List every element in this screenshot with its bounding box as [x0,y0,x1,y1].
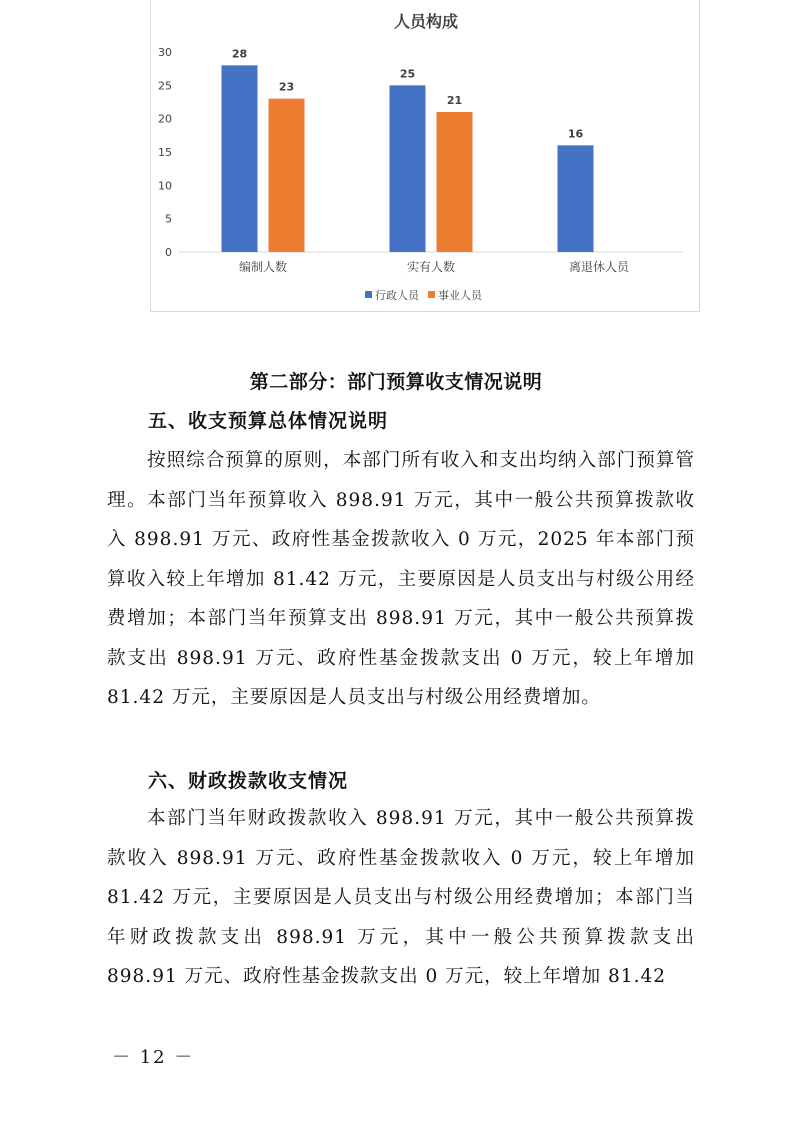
bar [558,145,594,252]
bar-value-label: 21 [446,94,463,107]
category-label: 实有人数 [406,260,456,274]
bar-value-label: 28 [231,47,248,61]
bar [437,112,473,252]
chart-legend [365,288,483,302]
legend-label: 事业人员 [438,289,482,302]
bar [269,99,305,252]
bar-series [222,65,594,252]
y-tick-label: 10 [158,179,172,193]
y-tick-label: 0 [165,246,172,259]
bar [390,85,426,252]
page-number: － 12 － [112,1047,195,1068]
heading-budget-overview: 五、收支预算总体情况说明 [148,410,389,432]
bar [222,65,258,252]
paragraph-budget-overview: 按照综合预算的原则，本部门所有收入和支出均纳入部门预算管理。本部门当年预算收入 898.91 万元，其中一般公共预算拨款收入 898.91 万元、政府性基金拨款收入 0 万元，2025 年本部门预算收入较上年增加 81.42 万元，主要原因是人员支出与村级公用经费增加；本部门当年预算支出 898.91 万元，其中一般公共预算拨款支出 898.91 万元、政府性基金拨款支出 0 万元，较上年增加 81.42 万元，主要原因是人员支出与村级公用经费增加。 [107,450,695,708]
heading-fiscal-appropriation: 六、财政拨款收支情况 [148,770,349,792]
y-tick-label: 30 [158,46,172,59]
y-tick-label: 15 [158,146,172,159]
category-label: 离退休人员 [568,260,630,274]
category-labels [239,259,630,274]
legend-swatch [428,291,435,298]
y-tick-label: 5 [165,212,172,226]
paragraph-fiscal-appropriation: 本部门当年财政拨款收入 898.91 万元，其中一般公共预算拨款收入 898.91 万元、政府性基金拨款收入 0 万元，较上年增加 81.42 万元，主要原因是人员支出与村级公用经费增加；本部门当年财政拨款支出 898.91 万元，其中一般公共预算拨款支出 898.91 万元、政府性基金拨款支出 0 万元，较上年增加 81.42 [107,808,695,987]
bar-value-label: 16 [567,127,584,141]
category-label: 编制人数 [238,260,288,274]
bar-value-label: 23 [278,80,295,94]
bar-value-label: 25 [399,67,416,81]
legend-label: 行政人员 [375,289,419,302]
legend-swatch [365,291,372,298]
section-title: 第二部分：部门预算收支情况说明 [249,371,543,393]
y-tick-label: 20 [158,112,172,126]
staff-composition-chart [150,0,700,312]
chart-title: 人员构成 [393,12,459,31]
chart-canvas [151,0,701,312]
y-tick-label: 25 [158,79,172,93]
